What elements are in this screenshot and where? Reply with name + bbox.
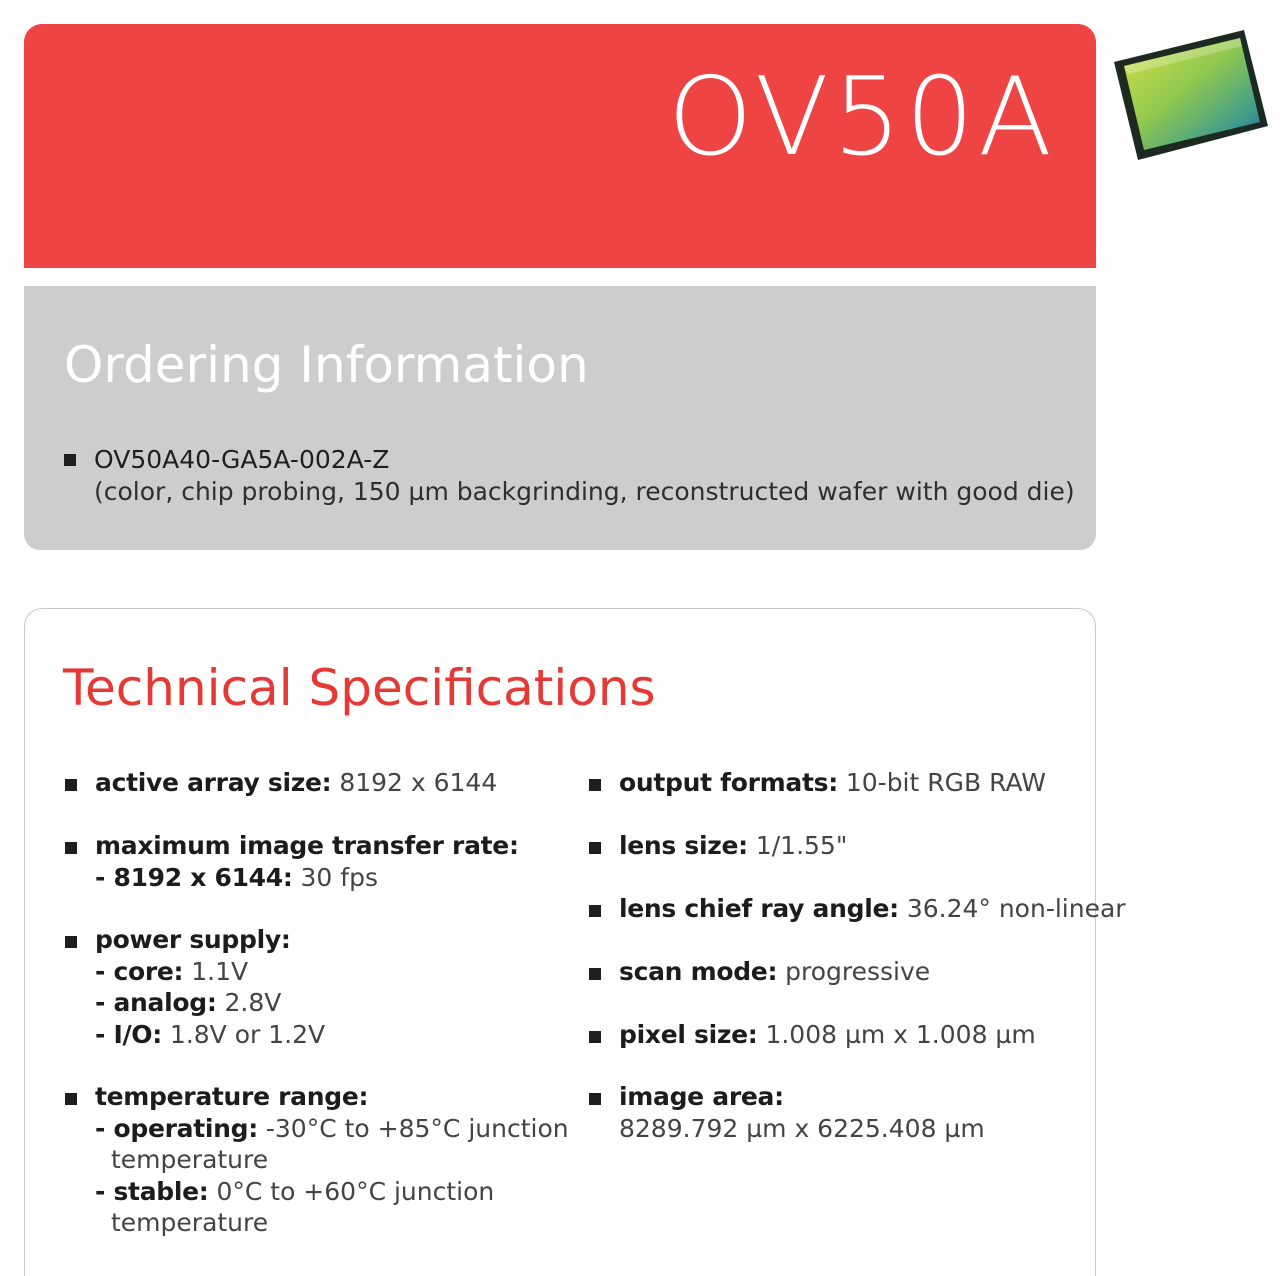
spec-label: temperature range: — [95, 1082, 369, 1111]
spec-active-array-size — [65, 767, 565, 799]
specs-heading: Technical Specifications — [63, 659, 656, 717]
spec-sub-value: 0°C to +60°C junction — [216, 1176, 495, 1206]
bullet-icon — [65, 842, 77, 854]
product-header — [24, 24, 1096, 268]
spec-lens-size — [589, 830, 1089, 862]
bullet-icon — [65, 936, 77, 948]
spec-label: lens chief ray angle: — [619, 894, 899, 923]
spec-value: 8192 x 6144 — [339, 768, 498, 797]
spec-sub-value-continued: temperature — [111, 1145, 269, 1174]
spec-temperature-range — [65, 1081, 569, 1239]
spec-value: progressive — [785, 957, 931, 986]
order-part-description: (color, chip probing, 150 µm backgrinding, reconstructed wafer with good die) — [94, 477, 1075, 506]
ordering-information-panel — [24, 286, 1096, 550]
order-part-number: OV50A40-GA5A-002A-Z — [94, 445, 390, 474]
spec-sub-value: 1.8V or 1.2V — [169, 1019, 326, 1049]
spec-output-formats — [589, 767, 1089, 799]
ordering-heading: Ordering Information — [64, 336, 589, 394]
spec-value: 10-bit RGB RAW — [845, 768, 1046, 797]
bullet-icon — [589, 842, 601, 854]
spec-pixel-size — [589, 1019, 1089, 1051]
spec-scan-mode — [589, 956, 1089, 988]
spec-power-supply — [65, 924, 565, 1050]
bullet-icon — [589, 1093, 601, 1105]
spec-label: power supply: — [95, 925, 291, 954]
spec-lens-chief-ray-angle — [589, 893, 1126, 925]
spec-sub-label: - operating: — [95, 1113, 258, 1143]
spec-sub-value-continued: temperature — [111, 1208, 269, 1237]
spec-label: image area: — [619, 1082, 784, 1111]
product-title: OV50A — [667, 55, 1056, 180]
spec-value: 8289.792 µm x 6225.408 µm — [619, 1113, 985, 1143]
spec-max-transfer-rate — [65, 830, 565, 893]
bullet-icon — [64, 454, 76, 466]
bullet-icon — [589, 905, 601, 917]
technical-specifications-panel — [24, 608, 1126, 1276]
spec-value: 36.24° non-linear — [906, 894, 1126, 923]
spec-label: active array size: — [95, 768, 332, 797]
spec-label: output formats: — [619, 768, 838, 797]
spec-sub-label: - stable: — [95, 1176, 209, 1206]
spec-sub-label: - analog: — [95, 988, 217, 1017]
spec-image-area — [589, 1081, 1089, 1144]
bullet-icon — [589, 968, 601, 980]
spec-sub-value: 2.8V — [224, 988, 282, 1017]
bullet-icon — [589, 1031, 601, 1043]
spec-label: maximum image transfer rate: — [95, 831, 519, 860]
spec-sub-label: - core: — [95, 956, 184, 986]
spec-sub-value: 30 fps — [300, 862, 378, 892]
spec-value: 1.008 µm x 1.008 µm — [765, 1020, 1036, 1049]
bullet-icon — [65, 779, 77, 791]
spec-label: lens size: — [619, 831, 748, 860]
bullet-icon — [65, 1093, 77, 1105]
spec-sub-value: -30°C to +85°C junction — [265, 1113, 569, 1143]
spec-label: pixel size: — [619, 1020, 758, 1049]
spec-sub-label: - 8192 x 6144: — [95, 862, 293, 892]
image-sensor-chip-icon — [1110, 26, 1270, 166]
spec-sub-label: - I/O: — [95, 1019, 162, 1049]
bullet-icon — [589, 779, 601, 791]
spec-value: 1/1.55" — [755, 831, 848, 860]
spec-sub-value: 1.1V — [191, 956, 249, 986]
spec-label: scan mode: — [619, 957, 778, 986]
